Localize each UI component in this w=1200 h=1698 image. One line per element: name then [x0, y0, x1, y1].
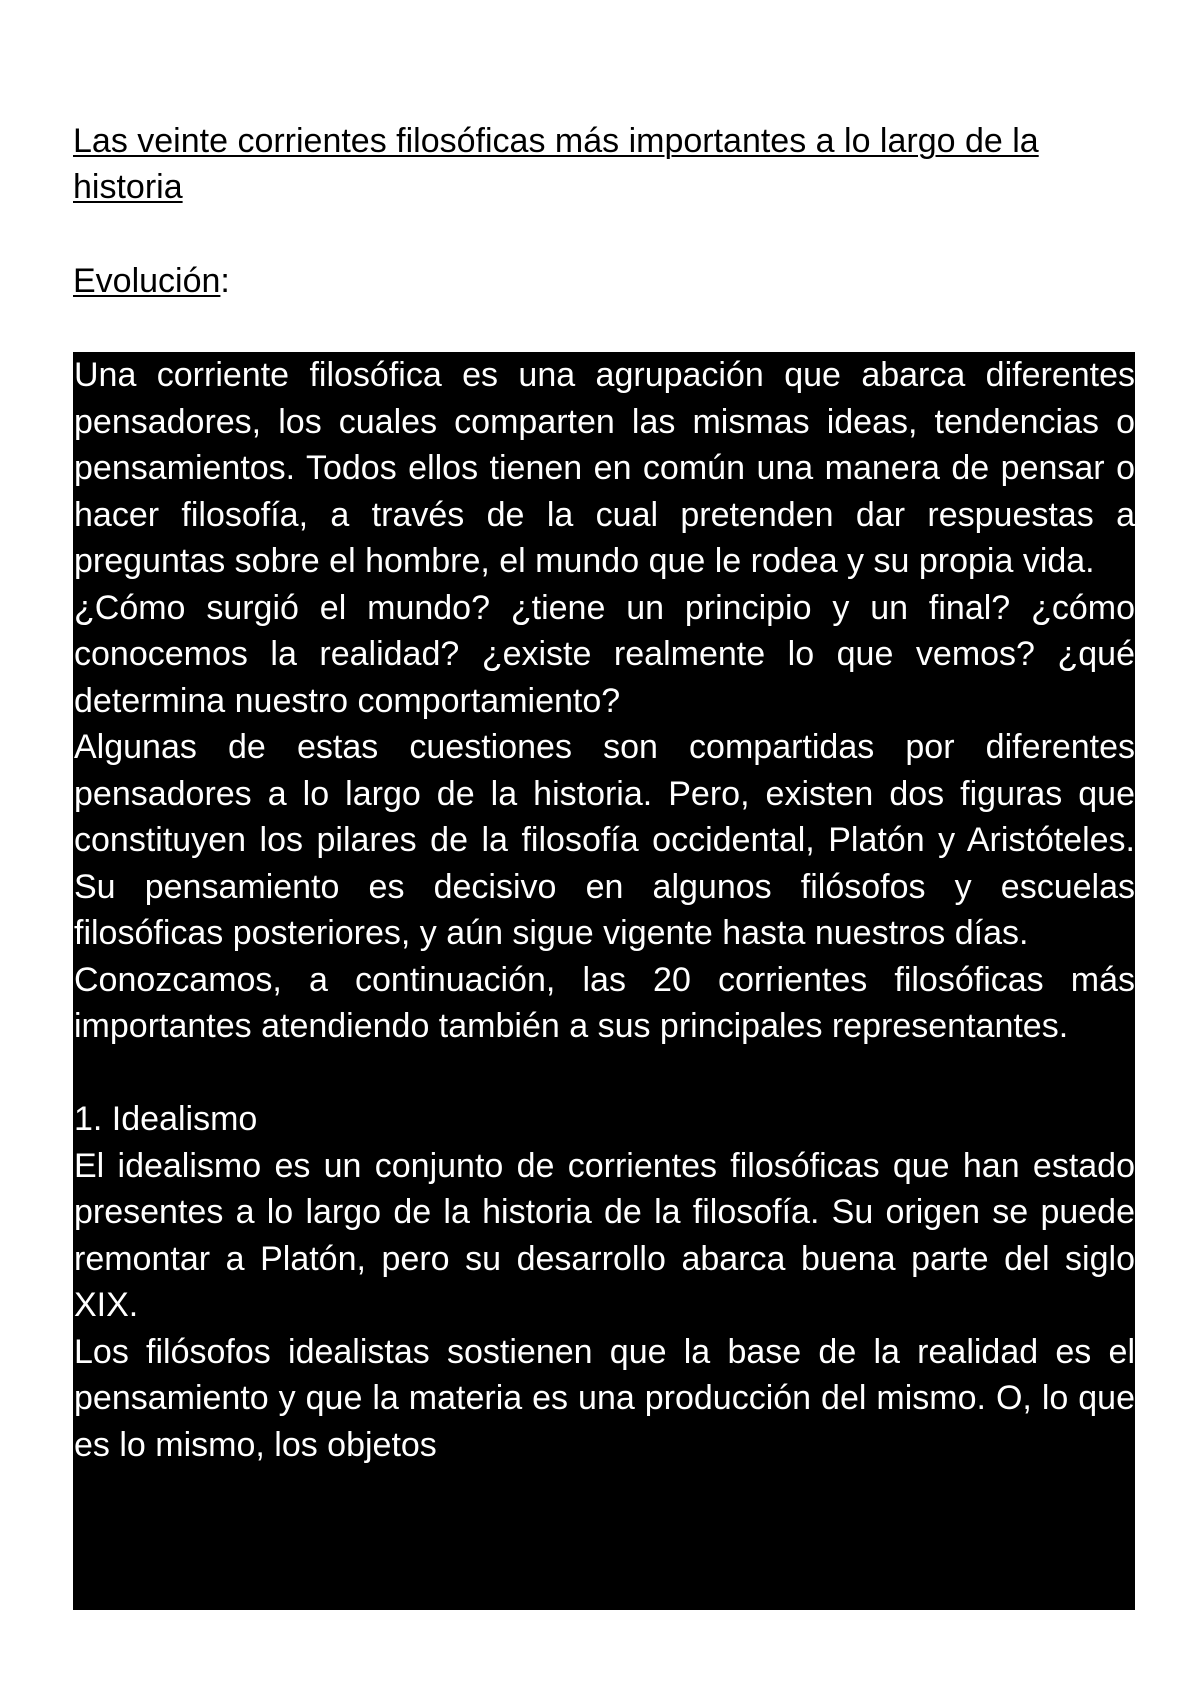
subsection-heading: 1. Idealismo	[74, 1100, 258, 1138]
blank-line	[73, 1050, 1135, 1097]
paragraph-pillars: Algunas de estas cuestiones son compartidas por diferentes pensadores a lo largo de la historia. Pero, existen dos figuras que constituyen los pilares de la filosofía occidental, Platón y Aristóteles. Su pensamiento es decisivo en algunos filósofos y escuelas filosóficas posteriores, y aún sigue vigente hasta nuestros días.	[74, 728, 1135, 952]
paragraph-idealism-thesis: Los filósofos idealistas sostienen que la base de la realidad es el pensamiento y que la materia es una producción del mismo. O, lo que es lo mismo, los objetos	[74, 1332, 1135, 1464]
section-heading-text: Evolución	[73, 262, 221, 300]
document-title: Las veinte corrientes filosóficas más importantes a lo largo de la historia	[73, 122, 1039, 206]
section-heading-colon: :	[220, 262, 230, 300]
paragraph-overview: Conozcamos, a continuación, las 20 corrientes filosóficas más importantes atendiendo también a sus principales representantes.	[74, 960, 1135, 1045]
section-heading	[73, 258, 230, 304]
paragraph-idealism-origin: El idealismo es un conjunto de corrientes filosóficas que han estado presentes a lo largo de la historia de la filosofía. Su origen se puede remontar a Platón, pero su desarrollo abarca buena parte del siglo XIX.	[74, 1146, 1135, 1324]
paragraph-questions: ¿Cómo surgió el mundo? ¿tiene un principio y un final? ¿cómo conocemos la realidad? ¿existe realmente lo que vemos? ¿qué determina nuestro comportamiento?	[74, 588, 1135, 720]
paragraph-intro: Una corriente filosófica es una agrupación que abarca diferentes pensadores, los cuales comparten las mismas ideas, tendencias o pensamientos. Todos ellos tienen en común una manera de pensar o hacer filosofía, a través de la cual pretenden dar respuestas a preguntas sobre el hombre, el mundo que le rodea y su propia vida.	[74, 356, 1135, 580]
highlighted-text-block	[73, 352, 1135, 1610]
